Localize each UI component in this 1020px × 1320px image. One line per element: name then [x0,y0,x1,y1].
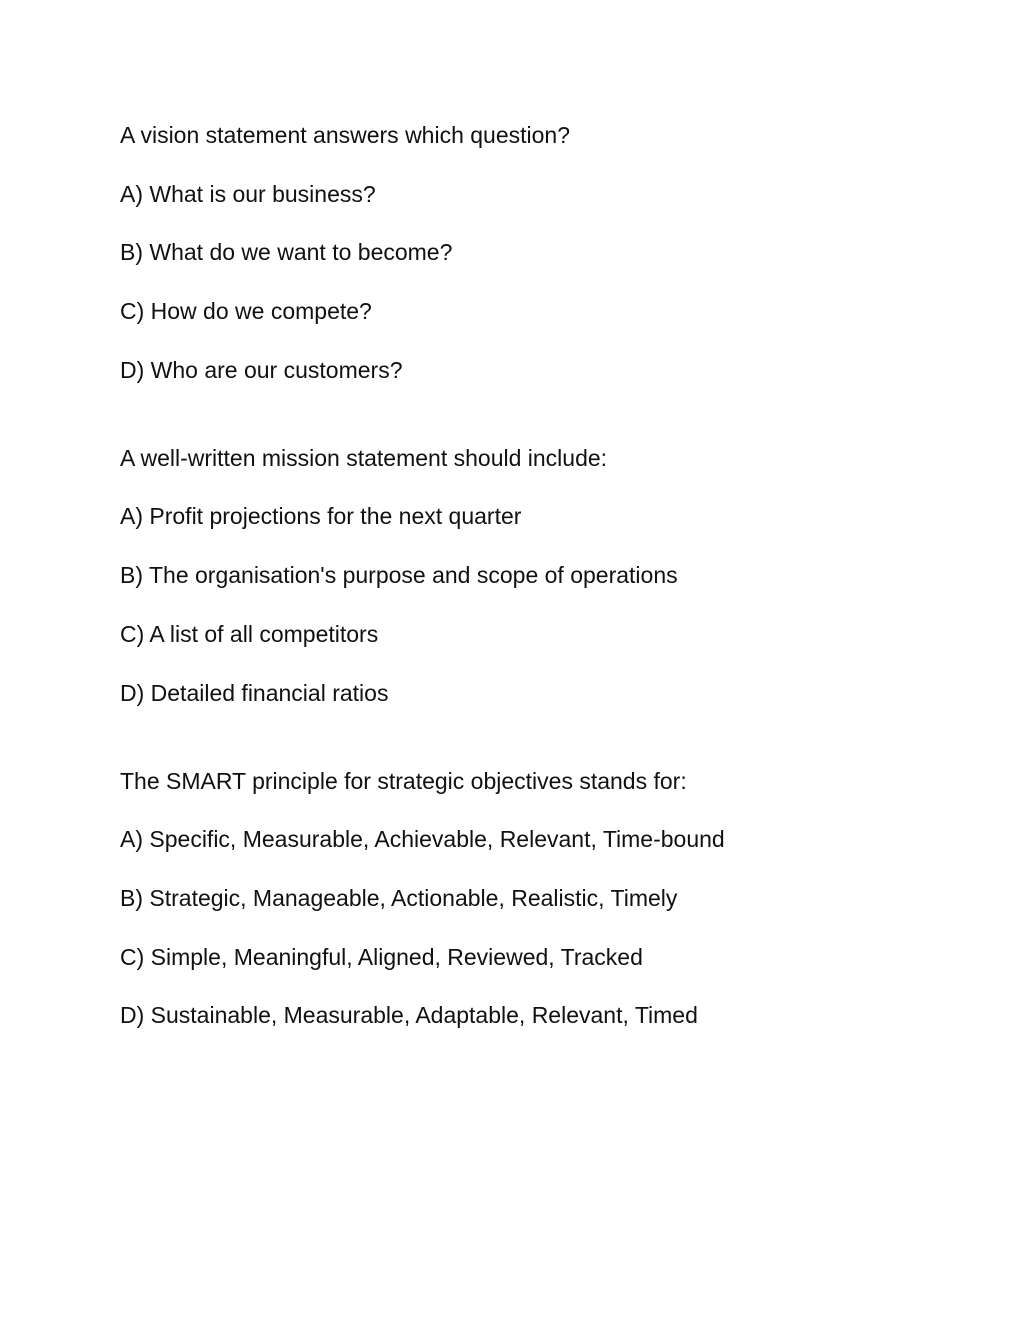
question-prompt: A vision statement answers which question? [120,122,571,148]
question-prompt: The SMART principle for strategic objectives stands for: [120,767,687,794]
answer-option-c: C) A list of all competitors [120,620,379,647]
answer-option-a: A) Profit projections for the next quarter [120,503,522,530]
answer-option-a: A) What is our business? [120,180,376,207]
answer-option-d: D) Who are our customers? [120,356,403,383]
document-page [120,120,940,1088]
answer-option-c: C) How do we compete? [120,298,372,325]
question-1 [120,120,940,385]
answer-option-b: B) What do we want to become? [120,239,453,266]
answer-option-d: D) Detailed financial ratios [120,679,389,706]
question-prompt: A well-written mission statement should include: [120,444,608,471]
question-2 [120,443,940,708]
answer-option-b: B) The organisation's purpose and scope of operations [120,562,678,589]
answer-option-a: A) Specific, Measurable, Achievable, Relevant, Time-bound [120,826,725,853]
answer-option-b: B) Strategic, Manageable, Actionable, Realistic, Timely [120,884,678,911]
question-3 [120,766,940,1031]
answer-option-c: C) Simple, Meaningful, Aligned, Reviewed, Tracked [120,943,643,970]
answer-option-d: D) Sustainable, Measurable, Adaptable, Relevant, Timed [120,1002,698,1029]
